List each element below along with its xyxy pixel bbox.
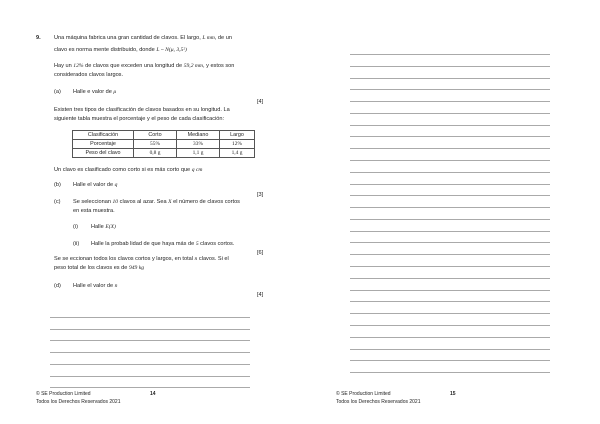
- part-ci-label: (i): [73, 224, 78, 230]
- table-cell: 33%: [177, 140, 220, 149]
- para-5-line-2: peso total de los clavos es de 949 kg: [54, 265, 145, 271]
- table-header: Clasificación: [73, 131, 134, 140]
- answer-line: [350, 313, 550, 314]
- part-c-marks: [6]: [257, 250, 264, 256]
- question-number: 9.: [36, 35, 41, 41]
- part-c-line-1: Se seleccionan 10 clavos al azar. Sea X el número de clavos cortos: [73, 199, 240, 205]
- table-header-row: [73, 131, 255, 140]
- page-number: 14: [150, 391, 156, 397]
- answer-line: [350, 125, 550, 126]
- table-header: Corto: [134, 131, 177, 140]
- table-header: Mediano: [177, 131, 220, 140]
- footer-copyright: © SE Production Limited: [36, 391, 91, 397]
- part-d-label: (d): [54, 283, 61, 289]
- answer-line: [350, 254, 550, 255]
- table-row: [73, 140, 255, 149]
- page-number: 15: [450, 391, 456, 397]
- answer-line: [50, 387, 250, 388]
- intro-line-1: Una máquina fabrica una gran cantidad de clavos. El largo, L mm, de un: [54, 35, 232, 41]
- table-cell: 1,4 g: [220, 149, 255, 158]
- table-cell: 1,1 g: [177, 149, 220, 158]
- answer-line: [350, 349, 550, 350]
- answer-line: [350, 78, 550, 79]
- intro-line-2: clavo es norma mente distribuido, donde L ~ N(μ, 3,5²): [54, 47, 187, 53]
- part-c-label: (c): [54, 199, 61, 205]
- part-c-line-2: en esta muestra.: [73, 208, 115, 214]
- answer-line: [50, 364, 250, 365]
- answer-line: [50, 340, 250, 341]
- table-cell: 0,8 g: [134, 149, 177, 158]
- answer-line: [350, 160, 550, 161]
- answer-line: [350, 360, 550, 361]
- part-a-label: (a): [54, 89, 61, 95]
- footer-rights: Todos los Derechos Reservados 2021: [36, 399, 121, 405]
- answer-line: [350, 54, 550, 55]
- answer-line: [350, 66, 550, 67]
- answer-line: [50, 376, 250, 377]
- answer-line: [350, 337, 550, 338]
- para-3-line-2: siguiente tabla muestra el porcentaje y el peso de cada clasificación:: [54, 116, 225, 122]
- table-cell: 12%: [220, 140, 255, 149]
- answer-line: [350, 195, 550, 196]
- answer-line: [350, 242, 550, 243]
- para-3-line-1: Existen tres tipos de clasificación de clavos basados en su longitud. La: [54, 107, 230, 113]
- answer-line: [350, 290, 550, 291]
- table-cell: Porcentaje: [73, 140, 134, 149]
- answer-line: [350, 172, 550, 173]
- part-ci-text: Halle E(X): [91, 224, 116, 230]
- part-a-marks: [4]: [257, 99, 264, 105]
- answer-line: [350, 231, 550, 232]
- answer-line: [350, 136, 550, 137]
- classification-table: [72, 130, 255, 158]
- para-4: Un clavo es clasificado como corto si es más corto que q cm: [54, 167, 203, 173]
- answer-line: [350, 301, 550, 302]
- answer-line: [50, 352, 250, 353]
- para-2-line-2: considerados clavos largos.: [54, 72, 124, 78]
- table-cell: 55%: [134, 140, 177, 149]
- part-cii-text: Halle la probab lidad de que haya más de 5 clavos cortos.: [91, 241, 235, 247]
- answer-line: [350, 113, 550, 114]
- answer-line: [350, 325, 550, 326]
- answer-line: [350, 184, 550, 185]
- part-b-marks: [3]: [257, 192, 264, 198]
- table-header: Largo: [220, 131, 255, 140]
- part-d-text: Halle el valor de n: [73, 283, 118, 289]
- answer-line: [350, 207, 550, 208]
- footer-copyright: © SE Production Limited: [336, 391, 391, 397]
- answer-line: [350, 278, 550, 279]
- part-d-marks: [4]: [257, 292, 264, 298]
- para-2-line-1: Hay un 12% de clavos que exceden una longitud de 59,2 mm, y estos son: [54, 63, 235, 69]
- answer-line: [350, 101, 550, 102]
- part-b-label: (b): [54, 182, 61, 188]
- answer-line: [350, 372, 550, 373]
- answer-line: [50, 329, 250, 330]
- answer-line: [350, 148, 550, 149]
- answer-line: [350, 219, 550, 220]
- answer-line: [350, 266, 550, 267]
- answer-line: [350, 89, 550, 90]
- footer-rights: Todos los Derechos Reservados 2021: [336, 399, 421, 405]
- para-5-line-1: Se se eccionan todos los clavos cortos y largos, en total n clavos. Si el: [54, 256, 229, 262]
- answer-line: [50, 317, 250, 318]
- table-row: [73, 149, 255, 158]
- part-cii-label: (ii): [73, 241, 80, 247]
- table-cell: Peso del clavo: [73, 149, 134, 158]
- part-a-text: Halle e valor de μ: [73, 89, 117, 95]
- part-b-text: Halle el valor de q: [73, 182, 118, 188]
